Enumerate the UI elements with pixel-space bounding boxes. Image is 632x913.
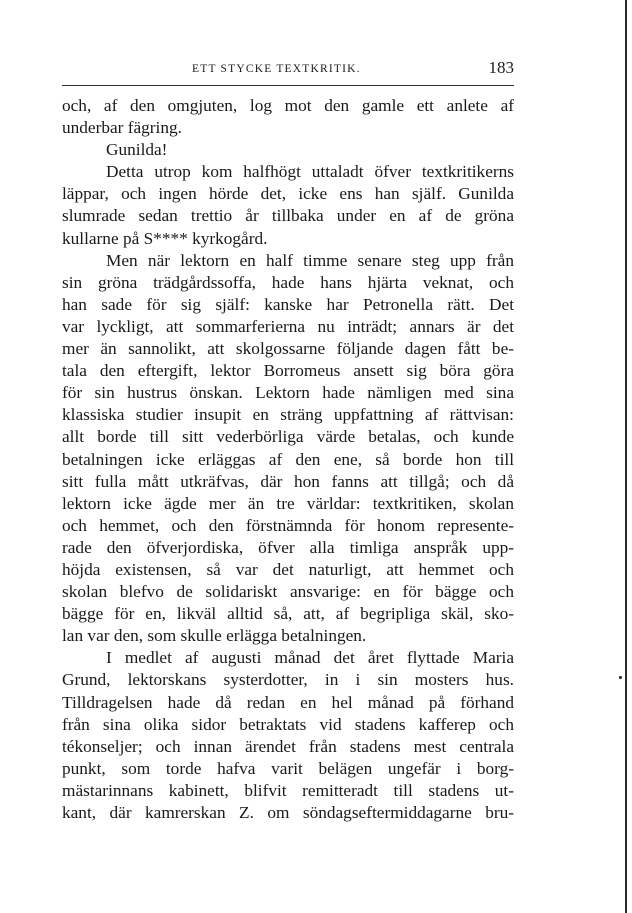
text-line: punkt, som torde hafva varit belägen ungefär i borg- — [62, 758, 514, 778]
page-number: 183 — [488, 58, 514, 77]
margin-speck — [619, 676, 622, 679]
text-line: bägge för en, likväl alltid så, att, af begripliga skäl, sko- — [62, 604, 514, 624]
text-line: underbar fägring. — [62, 118, 182, 138]
text-line: var lyckligt, att sommarferierna nu inträdt; annars är det — [62, 316, 514, 336]
text-line: slumrade sedan trettio år tillbaka under en af de gröna — [62, 206, 514, 226]
text-line: och, af den omgjuten, log mot den gamle ett anlete af — [62, 96, 514, 115]
text-line: och hemmet, och den förstnämnda för honom represente- — [62, 515, 514, 535]
running-title: ETT STYCKE TEXTKRITIK. — [192, 63, 361, 75]
text-line: mer än sannolikt, att skolgossarne följande dagen fått be- — [62, 339, 514, 359]
page-edge-shadow — [625, 0, 627, 913]
text-line: han sade för sig själf: kanske har Petronella rätt. Det — [62, 294, 514, 314]
text-line: lektorn icke ägde mer än tre världar: textkritiken, skolan — [62, 493, 514, 513]
text-line: I medlet af augusti månad det året flyttade Maria — [106, 648, 514, 668]
text-line: höjda existensen, så var det naturligt, att hemmet och — [62, 559, 514, 579]
text-line: kant, där kamrerskan Z. om söndagseftermiddagarne bru- — [62, 803, 514, 822]
text-line: mästarinnans kabinett, blifvit remitteradt till stadens ut- — [62, 780, 514, 800]
text-line: för sin hustrus önskan. Lektorn hade nämligen med sina — [62, 383, 514, 403]
text-line: från sina olika sidor betraktats vid stadens kafferep och — [62, 714, 514, 734]
text-line: Detta utrop kom halfhögt uttaladt öfver textkritikerns — [106, 162, 514, 182]
text-line: lan var den, som skulle erlägga betalningen. — [62, 626, 367, 646]
text-line: rade den öfverjordiska, öfver alla timliga anspråk upp- — [62, 537, 514, 557]
header-rule — [62, 85, 514, 86]
text-line: betalningen icke erläggas af den ene, så borde hon till — [62, 449, 514, 469]
text-line: sin gröna trädgårdssoffa, hade hans hjärta veknat, och — [62, 272, 514, 292]
text-line: allt borde till sitt vederbörliga värde betalas, och kunde — [62, 427, 514, 447]
text-line: Men när lektorn en half timme senare steg upp från — [106, 250, 514, 270]
text-line: tala den eftergift, lektor Borromeus ansett sig böra göra — [62, 361, 514, 381]
text-line: läppar, och ingen hörde det, icke ens han själf. Gunilda — [62, 184, 514, 204]
text-line: sitt fulla mått utkräfvas, där hon fanns att tillgå; och då — [62, 471, 514, 491]
body-text — [62, 95, 514, 824]
text-line: skolan blefvo de solidariskt ansvarige: en för bägge och — [62, 582, 514, 602]
text-line: tékonseljer; och innan ärendet från stadens mest centrala — [62, 736, 514, 756]
text-line: klassiska studier insupit en sträng uppfattning af rättvisan: — [62, 405, 514, 425]
text-line: Tilldragelsen hade då redan en hel månad på förhand — [62, 692, 514, 712]
running-head — [62, 58, 514, 80]
text-line: Grund, lektorskans systerdotter, in i sin mosters hus. — [62, 670, 514, 690]
text-line: Gunilda! — [106, 140, 168, 160]
text-line: kullarne på S**** kyrkogård. — [62, 228, 268, 248]
